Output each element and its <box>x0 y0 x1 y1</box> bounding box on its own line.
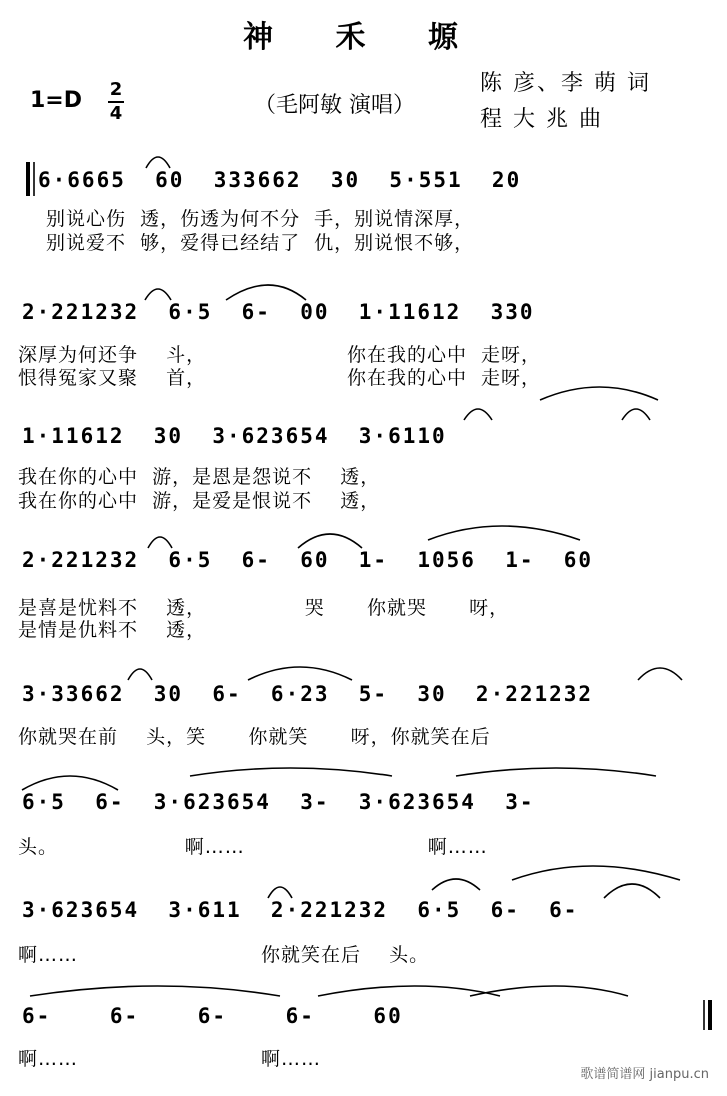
composer-credit: 程 大 兆 曲 <box>480 107 603 132</box>
slur-15 <box>456 768 656 776</box>
notation-row-6: 6·5 6- 3·623654 3- 3·623654 3- <box>22 790 535 814</box>
time-bottom: 4 <box>109 103 123 124</box>
song-title: 神 禾 塬 <box>243 20 484 55</box>
slur-19 <box>604 884 660 898</box>
notation-row-7: 3·623654 3·611 2·221232 6·5 6- 6- <box>22 898 579 922</box>
slur-10 <box>128 669 152 680</box>
singer-credit: （毛阿敏 演唱） <box>254 93 415 118</box>
slur-3 <box>226 285 306 300</box>
watermark: 歌谱简谱网 jianpu.cn <box>580 1067 709 1082</box>
lyrics-row-1-verse-2: 别说爱不 够，爱得已经结了 仇，别说恨不够， <box>46 232 475 254</box>
lyrics-row-5: 你就哭在前 头，笑 你就笑 呀，你就笑在后 <box>18 726 491 748</box>
lyrics-row-1-verse-1: 别说心伤 透，伤透为何不分 手，别说情深厚， <box>46 208 475 230</box>
lyrics-row-4-verse-2: 是情是仇料不 透， <box>18 619 207 641</box>
lyrics-row-4-verse-1: 是喜是忧料不 透， 哭 你就哭 呀， <box>18 597 510 619</box>
slur-1 <box>146 157 170 168</box>
notation-row-3: 1·11612 30 3·623654 3·6110 <box>22 424 447 448</box>
slur-16 <box>268 887 292 898</box>
key-signature: 1=D <box>30 88 83 113</box>
slur-21 <box>318 986 500 996</box>
lyrics-row-2-verse-2: 恨得冤家又聚 首， 你在我的心中 走呀， <box>18 367 542 389</box>
slur-9 <box>428 526 580 540</box>
notation-row-5: 3·33662 30 6- 6·23 5- 30 2·221232 <box>22 682 594 706</box>
lyrics-row-2-verse-1: 深厚为何还争 斗， 你在我的心中 走呀， <box>18 344 542 366</box>
lyrics-row-6: 头。 啊…… 啊…… <box>18 836 488 858</box>
slur-13 <box>22 776 118 790</box>
time-top: 2 <box>109 79 123 100</box>
notation-row-1: 6·6665 60 333662 30 5·551 20 <box>38 168 522 192</box>
slur-7 <box>148 537 172 548</box>
notation-row-2: 2·221232 6·5 6- 00 1·11612 330 <box>22 300 535 324</box>
slur-2 <box>145 289 171 300</box>
slur-18 <box>512 866 680 880</box>
slur-20 <box>30 986 280 996</box>
notation-row-8: 6- 6- 6- 6- 60 <box>22 1004 403 1028</box>
lyrics-row-8: 啊…… 啊…… <box>18 1048 322 1070</box>
notation-row-4: 2·221232 6·5 6- 60 1- 1056 1- 60 <box>22 548 594 572</box>
lyricist-credit: 陈 彦、李 萌 词 <box>480 71 651 96</box>
slur-14 <box>190 768 392 776</box>
lyrics-row-3-verse-1: 我在你的心中 游，是恩是怨说不 透， <box>18 466 381 488</box>
lyrics-row-7: 啊…… 你就笑在后 头。 <box>18 944 430 966</box>
slur-12 <box>638 668 682 680</box>
slur-4 <box>464 409 492 420</box>
slur-6 <box>622 409 650 420</box>
slur-8 <box>298 534 362 548</box>
slur-17 <box>432 879 480 890</box>
slur-11 <box>248 667 352 680</box>
lyrics-row-3-verse-2: 我在你的心中 游，是爱是恨说不 透， <box>18 490 381 512</box>
slur-5 <box>540 387 658 400</box>
